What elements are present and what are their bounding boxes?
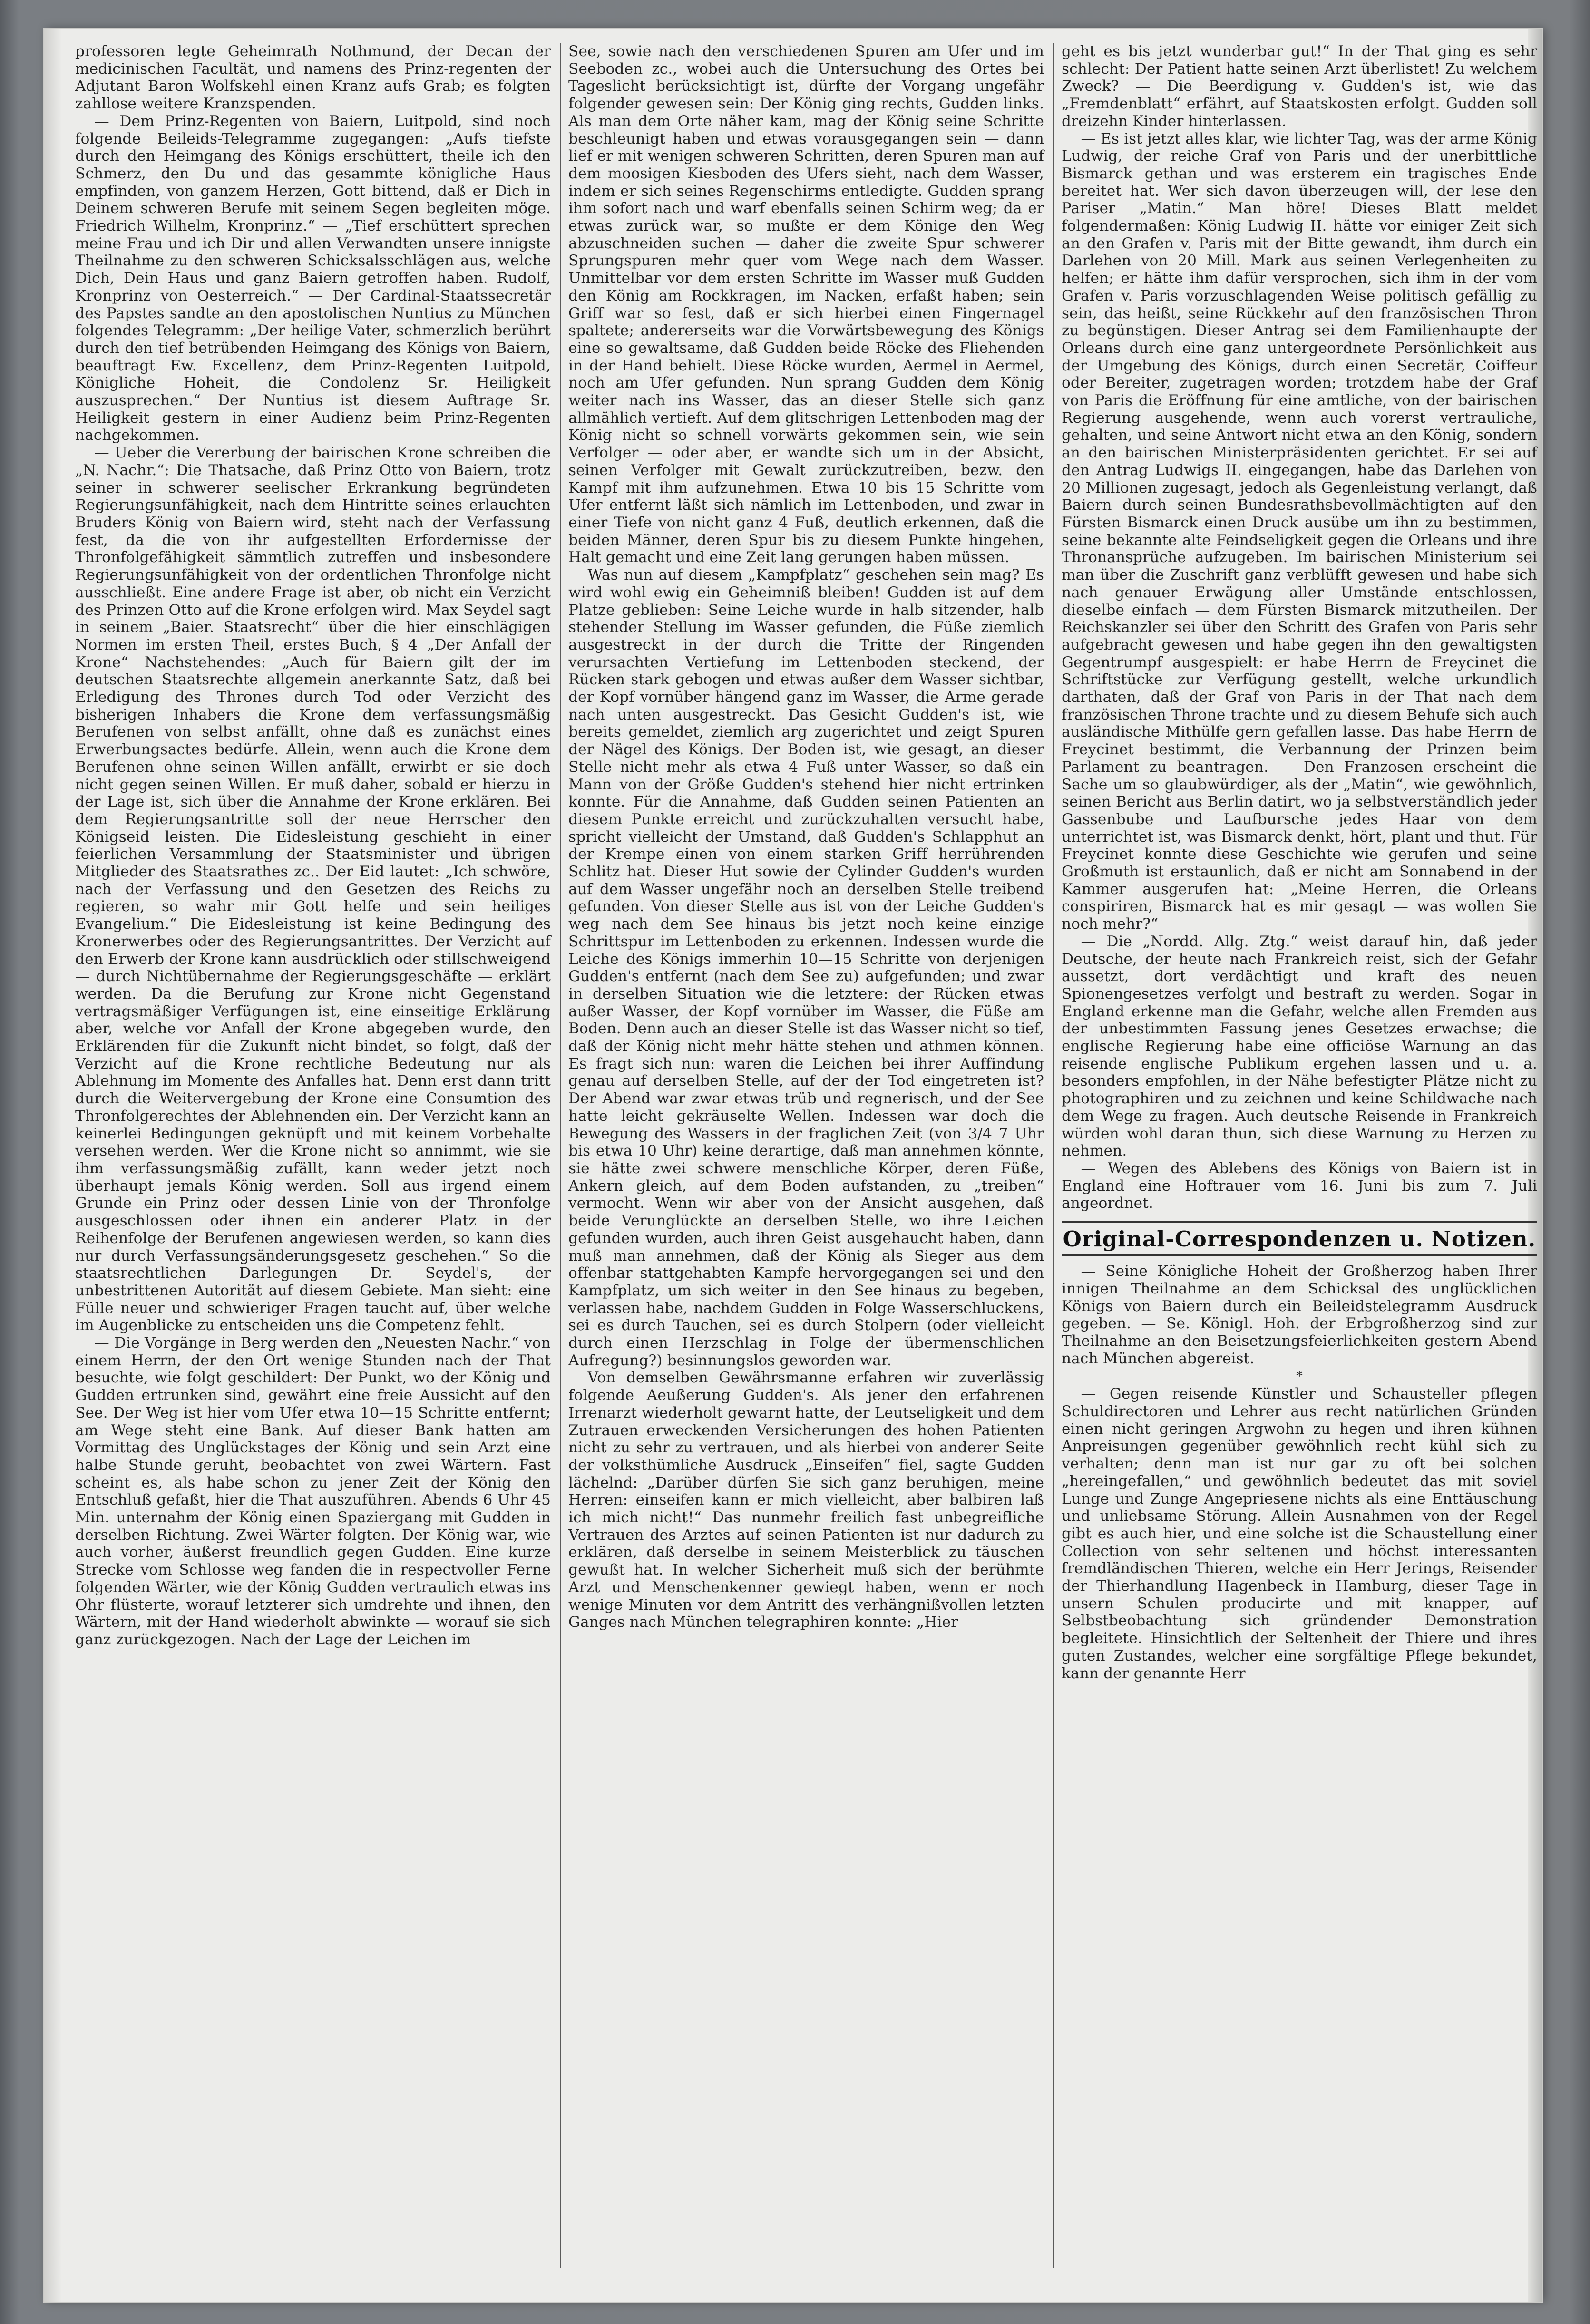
asterism: *	[1296, 1368, 1303, 1384]
column-rule-1	[560, 43, 561, 2268]
paragraph: Von demselben Gewährsmanne erfahren wir zuverlässig folgende Aeußerung Gudden's. Als jener den erfahrenen Irrenarzt wiederholt gewarnt hatte, der Leutseligkeit und dem Zutrauen erweckenden Versicherungen des hohen Patienten nicht zu sehr zu vertrauen, und als hierbei von anderer Seite der volksthümliche Ausdruck „Einseifen“ fiel, sagte Gudden lächelnd: „Darüber dürfen Sie sich ganz beruhigen, meine Herren: einseifen kann er mich vielleicht, aber balbiren laß ich mich nicht!“ Das nunmehr freilich fast unbegreifliche Vertrauen des Arztes auf seinen Patienten ist nur dadurch zu erklären, daß derselbe in seinem Meisterblick zu täuschen gewußt hat. In welcher Sicherheit muß sich der berühmte Arzt und Menschenkenner gewiegt haben, wenn er noch wenige Minuten vor dem Antritt des verhängnißvollen letzten Ganges nach München telegraphiren konnte: „Hier	[568, 1369, 1044, 1631]
paragraph: geht es bis jetzt wunderbar gut!“ In der That ging es sehr schlecht: Der Patient hatte seinen Arzt überlistet! Zu welchem Zweck? — Die Beerdigung v. Gudden's ist, wie das „Fremdenblatt“ erfährt, auf Staatskosten erfolgt. Gudden soll dreizehn Kinder hinterlassen.	[1062, 43, 1537, 130]
paragraph: — Die Vorgänge in Berg werden den „Neuesten Nachr.“ von einem Herrn, der den Ort wenige Stunden nach der That besuchte, wie folgt geschildert: Der Punkt, wo der König und Gudden ertrunken sind, gewährt eine freie Aussicht auf den See. Der Weg ist hier vom Ufer etwa 10—15 Schritte entfernt; am Wege steht eine Bank. Auf dieser Bank hatten am Vormittag des Unglückstages der König und sein Arzt eine halbe Stunde geruht, beobachtet von zwei Wärtern. Fast scheint es, als habe schon zu jener Zeit der König den Entschluß gefaßt, hier die That auszuführen. Abends 6 Uhr 45 Min. unternahm der König einen Spaziergang mit Gudden in derselben Richtung. Zwei Wärter folgten. Der König war, wie auch vorher, äußerst freundlich gegen Gudden. Eine kurze Strecke vom Schlosse weg fanden die in respectvoller Ferne folgenden Wärter, wie der König Gudden vertraulich etwas ins Ohr flüsterte, worauf letzterer sich umdrehte und ihnen, den Wärtern, mit der Hand wiederholt abwinkte — worauf sie sich ganz zurückgezogen. Nach der Lage der Leichen im	[75, 1334, 551, 1648]
paragraph: — Wegen des Ablebens des Königs von Baiern ist in England eine Hoftrauer vom 16. Juni bis zum 7. Juli angeordnet.	[1062, 1160, 1537, 1212]
paragraph: professoren legte Geheimrath Nothmund, der Decan der medicinischen Facultät, und namens des Prinz-regenten der Adjutant Baron Wolfskehl einen Kranz aufs Grab; es folgten zahllose weitere Kranzspenden.	[75, 43, 551, 113]
column-3	[1062, 43, 1537, 1682]
paragraph: See, sowie nach den verschiedenen Spuren am Ufer und im Seeboden zc., wobei auch die Untersuchung des Ortes bei Tageslicht berücksichtigt ist, dürfte der Vorgang ungefähr folgender gewesen sein: Der König ging rechts, Gudden links. Als man dem Orte näher kam, mag der König seine Schritte beschleunigt haben und etwas vorausgegangen sein — dann lief er mit wenigen schweren Schritten, deren Spuren man auf dem moosigen Kiesboden des Ufers sieht, nach dem Wasser, indem er sich seines Regenschirms entledigte. Gudden sprang ihm sofort nach und warf ebenfalls seinen Schirm weg; da er etwas zurück war, so mußte er dem Könige den Weg abzuschneiden suchen — daher die zweite Spur schwerer Sprungspuren mehr quer vom Wege nach dem Wasser. Unmittelbar vor dem ersten Schritte im Wasser muß Gudden den König am Rockkragen, im Nacken, erfaßt haben; sein Griff war so fest, daß er sich hierbei einen Fingernagel spaltete; andererseits war die Vorwärtsbewegung des Königs eine so gewaltsame, daß Gudden beide Röcke des Fliehenden in der Hand behielt. Diese Röcke wurden, Aermel in Aermel, noch am Ufer gefunden. Nun sprang Gudden dem König weiter nach ins Wasser, das an dieser Stelle sich ganz allmählich vertieft. Auf dem glitschrigen Lettenboden mag der König nicht so schnell vorwärts gekommen sein, wie sein Verfolger — oder aber, er wandte sich um in der Absicht, seinen Verfolger mit Gewalt zurückzutreiben, bezw. den Kampf mit ihm aufzunehmen. Etwa 10 bis 15 Schritte vom Ufer entfernt läßt sich nämlich im Lettenboden, und zwar in einer Tiefe von nicht ganz 4 Fuß, deutlich erkennen, daß die beiden Männer, deren Spur bis zu diesem Punkte hingehen, Halt gemacht und eine Zeit lang gerungen haben müssen.	[568, 43, 1044, 566]
paragraph: — Es ist jetzt alles klar, wie lichter Tag, was der arme König Ludwig, der reiche Graf von Paris und der unerbittliche Bismarck gethan und was ersterem ein tragisches Ende bereitet hat. Wer sich davon überzeugen will, der lese den Pariser „Matin.“ Man höre! Dieses Blatt meldet folgendermaßen: König Ludwig II. hätte vor einiger Zeit sich an den Grafen v. Paris mit der Bitte gewandt, ihm durch ein Darlehen von 20 Mill. Mark aus seinen Verlegenheiten zu helfen; er hätte ihm dafür versprochen, sich ihm in der vom Grafen v. Paris vorzuschlagenden Weise politisch gefällig zu sein, das heißt, seine Rückkehr auf den französischen Thron zu begünstigen. Dieser Antrag sei dem Familienhaupte der Orleans durch eine ganz untergeordnete Persönlichkeit aus der Umgebung des Königs, durch einen Secretär, Coiffeur oder Bereiter, zugetragen worden; trotzdem habe der Graf von Paris die Eröffnung für eine amtliche, von der bairischen Regierung ausgehende, wenn auch vorerst vertrauliche, gehalten, und seine Antwort nicht etwa an den König, sondern an den bairischen Ministerpräsidenten gerichtet. Er sei auf den Antrag Ludwigs II. eingegangen, habe das Darlehen von 20 Millionen zugesagt, jedoch als Gegenleistung verlangt, daß Baiern durch seinen Bundesrathsbevollmächtigten auf den Fürsten Bismarck einen Druck ausübe um ihn zu bestimmen, seine bekannte alte Feindseligkeit gegen die Orleans und ihre Thronansprüche aufzugeben. Im bairischen Ministerium sei man über die Zuschrift ganz verblüfft gewesen und habe sich nach genauer Erwägung aller Umstände entschlossen, dieselbe einfach — dem Fürsten Bismarck mitzutheilen. Der Reichskanzler sei über den Schritt des Grafen von Paris sehr aufgebracht gewesen und habe gegen ihn den gewaltigsten Gegentrumpf ausgespielt: er habe Herrn de Freycinet die Schriftstücke zur Verfügung gestellt, welche urkundlich darthaten, daß der Graf von Paris in der That nach dem französischen Throne trachte und zu diesem Behufe sich auch ausländische Mithülfe gern gefallen lasse. Das habe Herrn de Freycinet bestimmt, die Verbannung der Prinzen beim Parlament zu beantragen. — Den Franzosen erscheint die Sache um so glaubwürdiger, als der „Matin“, wie gewöhnlich, seinen Bericht aus Berlin datirt, wo ja selbstverständlich jeder Gassenbube und Laufbursche jedes Haar von dem unterrichtet ist, was Bismarck denkt, hört, plant und thut. Für Freycinet konnte diese Geschichte wie gerufen und seine Großmuth ist erstaunlich, daß er nicht am Sonnabend in der Kammer ausgerufen hat: „Meine Herren, die Orleans conspiriren, Bismarck hat es mir gesagt — was wollen Sie noch mehr?“	[1062, 130, 1537, 933]
paragraph: — Dem Prinz-Regenten von Baiern, Luitpold, sind noch folgende Beileids-Telegramme zugegangen: „Aufs tiefste durch den Heimgang des Königs erschüttert, theile ich den Schmerz, den Du und das gesammte königliche Haus empfinden, von ganzem Herzen, Gott bittend, daß er Dich in Deinem schweren Berufe mit seinem Segen begleiten möge. Friedrich Wilhelm, Kronprinz.“ — „Tief erschüttert sprechen meine Frau und ich Dir und allen Verwandten unsere innigste Theilnahme zu den schweren Schicksalsschlägen aus, welche Dich, Dein Haus und ganz Baiern getroffen haben. Rudolf, Kronprinz von Oesterreich.“ — Der Cardinal-Staatssecretär des Papstes sandte an den apostolischen Nuntius zu München folgendes Telegramm: „Der heilige Vater, schmerzlich berührt durch den tief betrübenden Heimgang des Königs von Baiern, beauftragt Ew. Excellenz, dem Prinz-Regenten Luitpold, Königliche Hoheit, die Condolenz Sr. Heiligkeit auszusprechen.“ Der Nuntius ist diesem Auftrage Sr. Heiligkeit gestern in einer Audienz beim Prinz-Regenten nachgekommen.	[75, 112, 551, 444]
paragraph: Was nun auf diesem „Kampfplatz“ geschehen sein mag? Es wird wohl ewig ein Geheimniß bleiben! Gudden ist auf dem Platze geblieben: Seine Leiche wurde in halb sitzender, halb stehender Stellung im Wasser gefunden, die Füße ziemlich ausgestreckt in der durch die Tritte der Ringenden verursachten Vertiefung im Lettenboden steckend, der Rücken stark gebogen und etwas außer dem Wasser sichtbar, der Kopf vornüber hängend ganz im Wasser, die Arme gerade nach unten ausgestreckt. Das Gesicht Gudden's ist, wie bereits gemeldet, ziemlich arg zugerichtet und zeigt Spuren der Nägel des Königs. Der Boden ist, wie gesagt, an dieser Stelle nicht mehr als etwa 4 Fuß unter Wasser, so daß ein Mann von der Größe Gudden's stehend hier nicht ertrinken konnte. Für die Annahme, daß Gudden seinen Patienten an diesem Punkte erreicht und zurückzuhalten versucht habe, spricht vielleicht der Umstand, daß Gudden's Schlapphut an der Krempe einen von einem starken Griff herrührenden Schlitz hat. Dieser Hut sowie der Cylinder Gudden's wurden auf dem Wasser ungefähr noch an derselben Stelle treibend gefunden. Von dieser Stelle aus ist von der Leiche Gudden's weg nach dem See hinaus bis jetzt noch keine einzige Schrittspur im Lettenboden zu erkennen. Indessen wurde die Leiche des Königs immerhin 10—15 Schritte von derjenigen Gudden's entfernt (nach dem See zu) aufgefunden; und zwar in derselben Situation wie die letztere: der Rücken etwas außer Wasser, der Kopf vornüber im Wasser, die Füße am Boden. Denn auch an dieser Stelle ist das Wasser nicht so tief, daß der König nicht mehr hätte stehen und athmen können. Es fragt sich nun: waren die Leichen bei ihrer Auffindung genau auf derselben Stelle, auf der der Tod eingetreten ist? Der Abend war zwar etwas trüb und regnerisch, und der See hatte leicht gekräuselte Wellen. Indessen war doch die Bewegung des Wassers in der fraglichen Zeit (von 3/4 7 Uhr bis etwa 10 Uhr) keine derartige, daß man annehmen könnte, sie hätte zwei schwere menschliche Körper, deren Füße, Ankern gleich, auf dem Boden aufstanden, zu „treiben“ vermocht. Wenn wir aber von der Ansicht ausgehen, daß beide Verunglückte an derselben Stelle, wo ihre Leichen gefunden wurden, auch ihren Geist ausgehaucht haben, dann muß man annehmen, daß der König als Sieger aus dem offenbar stattgehabten Kampfe hervorgegangen sei und den Kampfplatz, um sich weiter in den See hinaus zu begeben, verlassen habe, nachdem Gudden in Folge Wasserschluckens, sei es durch Tauchen, sei es durch Stolpern (oder vielleicht durch einen Herzschlag in Folge der übermenschlichen Aufregung?) besinnungslos geworden war.	[568, 566, 1044, 1369]
section-heading-box	[1062, 1221, 1537, 1256]
column-1	[75, 43, 551, 1649]
paragraph: — Ueber die Vererbung der bairischen Krone schreiben die „N. Nachr.“: Die Thatsache, daß Prinz Otto von Baiern, trotz seiner in schwerer seelischer Erkrankung begründeten Regierungsunfähigkeit, nach dem Hintritte seines erlauchten Bruders König von Baiern wird, steht nach der Verfassung fest, da die von ihr aufgestellten Erfordernisse der Thronfolgefähigkeit sämmtlich zutreffen und insbesondere Regierungsunfähigkeit von der ordentlichen Thronfolge nicht ausschließt. Eine andere Frage ist aber, ob nicht ein Verzicht des Prinzen Otto auf die Krone erfolgen wird. Max Seydel sagt in seinem „Baier. Staatsrecht“ über die hier einschlägigen Normen im ersten Theil, erstes Buch, § 4 „Der Anfall der Krone“ Nachstehendes: „Auch für Baiern gilt der im deutschen Staatsrechte allgemein anerkannte Satz, daß bei Erledigung des Thrones durch Tod oder Verzicht des bisherigen Inhabers die Krone dem verfassungsmäßig Berufenen von selbst anfällt, ohne daß es zunächst eines Erwerbungsactes bedürfe. Allein, wenn auch die Krone dem Berufenen ohne seinen Willen anfällt, erwirbt er sie doch nicht gegen seinen Willen. Er muß daher, sobald er hierzu in der Lage ist, sich über die Annahme der Krone erklären. Bei dem Regierungsantritte soll der neue Herrscher den Königseid leisten. Die Eidesleistung geschieht in einer feierlichen Versammlung der Staatsminister und übrigen Mitglieder des Staatsrathes zc.. Der Eid lautet: „Ich schwöre, nach der Verfassung und den Gesetzen des Reichs zu regieren, so wahr mir Gott helfe und sein heiliges Evangelium.“ Die Eidesleistung ist keine Bedingung des Kronerwerbes oder des Regierungsantrittes. Der Verzicht auf den Erwerb der Krone kann ausdrücklich oder stillschweigend — durch Nichtübernahme der Regierungsgeschäfte — erklärt werden. Da die Berufung zur Krone nicht Gegenstand vertragsmäßiger Verfügungen ist, eine einseitige Erklärung aber, welche vor Anfall der Krone abgegeben wurde, den Erklärenden für die Zukunft nicht bindet, so folgt, daß der Verzicht auf die Krone rechtliche Bedeutung nur als Ablehnung im Momente des Anfalles hat. Denn erst dann tritt durch die Weitervergebung der Krone eine Consumtion des Thronfolgerechtes der Ablehnenden ein. Der Verzicht kann an keinerlei Bedingungen geknüpft und mit keinem Vorbehalte versehen werden. Wer die Krone nicht so annimmt, wie sie ihm verfassungsmäßig zufällt, kann weder jetzt noch überhaupt jemals König werden. Soll aus irgend einem Grunde ein Prinz oder dessen Linie von der Thronfolge ausgeschlossen oder ihnen ein anderer Platz in der Reihenfolge der Berufenen angewiesen werden, so kann dies nur durch Verfassungsänderungsgesetz geschehen.“ So die staatsrechtlichen Darlegungen Dr. Seydel's, der unbestrittenen Autorität auf diesem Gebiete. Man sieht: eine Fülle neuer und schwieriger Fragen taucht auf, über welche im Augenblicke zu entscheiden uns die Competenz fehlt.	[75, 444, 551, 1334]
paragraph: — Gegen reisende Künstler und Schausteller pflegen Schuldirectoren und Lehrer aus recht natürlichen Gründen einen nicht geringen Argwohn zu hegen und ihren kühnen Anpreisungen gegenüber gewöhnlich recht kühl sich zu verhalten; denn man ist nur gar zu oft bei solchen „hereingefallen,“ und gewöhnlich bedeutet das mit soviel Lunge und Zunge Angepriesene nichts als eine Enttäuschung und unliebsame Störung. Allein Ausnahmen von der Regel gibt es auch hier, und eine solche ist die Schaustellung einer Collection von sehr seltenen und höchst interessanten fremdländischen Thieren, welche ein Herr Jerings, Reisender der Thierhandlung Hagenbeck in Hamburg, dieser Tage in unsern Schulen producirte und mit knapper, auf Selbstbeobachtung sich gründender Demonstration begleitete. Hinsichtlich der Seltenheit der Thiere und ihres guten Zustandes, welcher eine sorgfältige Pflege bekundet, kann der genannte Herr	[1062, 1385, 1537, 1682]
paragraph: — Seine Königliche Hoheit der Großherzog haben Ihrer innigen Theilnahme an dem Schicksal des unglücklichen Königs von Baiern durch ein Beileidstelegramm Ausdruck gegeben. — Se. Königl. Hoh. der Erbgroßherzog sind zur Theilnahme an den Beisetzungsfeierlichkeiten gestern Abend nach München abgereist.	[1062, 1263, 1537, 1367]
column-rule-2	[1053, 43, 1054, 2268]
column-2	[568, 43, 1044, 1631]
section-heading: Original-Correspondenzen u. Notizen.	[1063, 1226, 1536, 1252]
paragraph: — Die „Nordd. Allg. Ztg.“ weist darauf hin, daß jeder Deutsche, der heute nach Frankreich reist, sich der Gefahr aussetzt, dort verdächtigt und kraft des neuen Spionengesetzes verfolgt und bestraft zu werden. Sogar in England erkenne man die Gefahr, welche allen Fremden aus der unbestimmten Fassung jenes Gesetzes erwachse; die englische Regierung habe eine officiöse Warnung an das reisende englische Publikum ergehen lassen und u. a. besonders empfohlen, in der Nähe befestigter Plätze nicht zu photographiren und zu zeichnen und keine Schildwache nach dem Wege zu fragen. Auch deutsche Reisende in Frankreich würden wohl daran thun, sich diese Warnung zu Herzen zu nehmen.	[1062, 933, 1537, 1160]
